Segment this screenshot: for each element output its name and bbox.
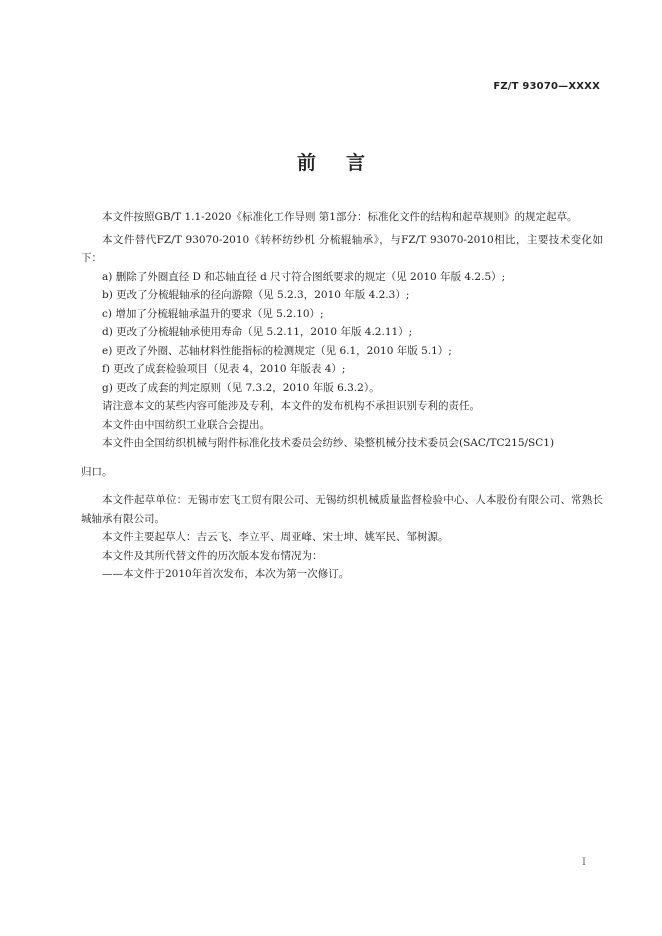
paragraph-committee-end: 归口。 [81, 465, 113, 478]
change-list-item: g) 更改了成套的判定原则（见 7.3.2，2010 年版 6.3.2）。 [102, 381, 380, 394]
page-title: 前言 [296, 152, 395, 174]
paragraph-history-item: ——本文件于2010年首次发布，本次为第一次修订。 [102, 568, 350, 580]
change-list-item: e) 更改了外圈、芯轴材料性能指标的检测规定（见 6.1，2010 年版 5.1）; [102, 344, 452, 357]
standard-code: FZ/T 93070—XXXX [493, 81, 600, 92]
page-number: I [582, 857, 586, 868]
change-list-item: f) 更改了成套检验项目（见表 4，2010 年版表 4）; [102, 363, 346, 375]
change-list-item: b) 更改了分梳辊轴承的径向游隙（见 5.2.3，2010 年版 4.2.3）; [102, 289, 410, 301]
paragraph-drafters: 本文件主要起草人：吉云飞、李立平、周亚峰、宋士坤、姚军民、邹树源。 [102, 531, 449, 543]
paragraph-drafting-rules: 本文件按照GB/T 1.1-2020《标准化工作导则 第1部分：标准化文件的结构和起草规则》的规定起草。 [102, 211, 578, 223]
paragraph-committee: 本文件由全国纺织机械与附件标准化技术委员会纺纱、染整机械分技术委员会(SAC/TC215/SC1) [102, 437, 555, 449]
paragraph-proposer: 本文件由中国纺织工业联合会提出。 [102, 418, 270, 431]
paragraph-drafting-units: 本文件起草单位：无锡市宏飞工贸有限公司、无锡纺织机械质量监督检验中心、人本股份有限公司、常熟长城轴承有限公司。 [81, 494, 603, 525]
change-list-item: c) 增加了分梳辊轴承温升的要求（见 5.2.10）; [102, 307, 324, 320]
paragraph-replacement: 本文件替代FZ/T 93070-2010《转杯纺纱机 分梳辊轴承》，与FZ/T 93070-2010相比，主要技术变化如下： [81, 233, 603, 264]
paragraph-history-intro: 本文件及其所代替文件的历次版本发布情况为： [102, 549, 323, 562]
paragraph-patent-notice: 请注意本文的某些内容可能涉及专利，本文件的发布机构不承担识别专利的责任。 [102, 400, 480, 412]
change-list-item: a) 删除了外圈直径 D 和芯轴直径 d 尺寸符合图纸要求的规定（见 2010 年版 4.2.5）; [102, 270, 506, 283]
foreword-body [81, 208, 603, 584]
change-list-item: d) 更改了分梳辊轴承使用寿命（见 5.2.11，2010 年版 4.2.11）; [102, 326, 413, 338]
